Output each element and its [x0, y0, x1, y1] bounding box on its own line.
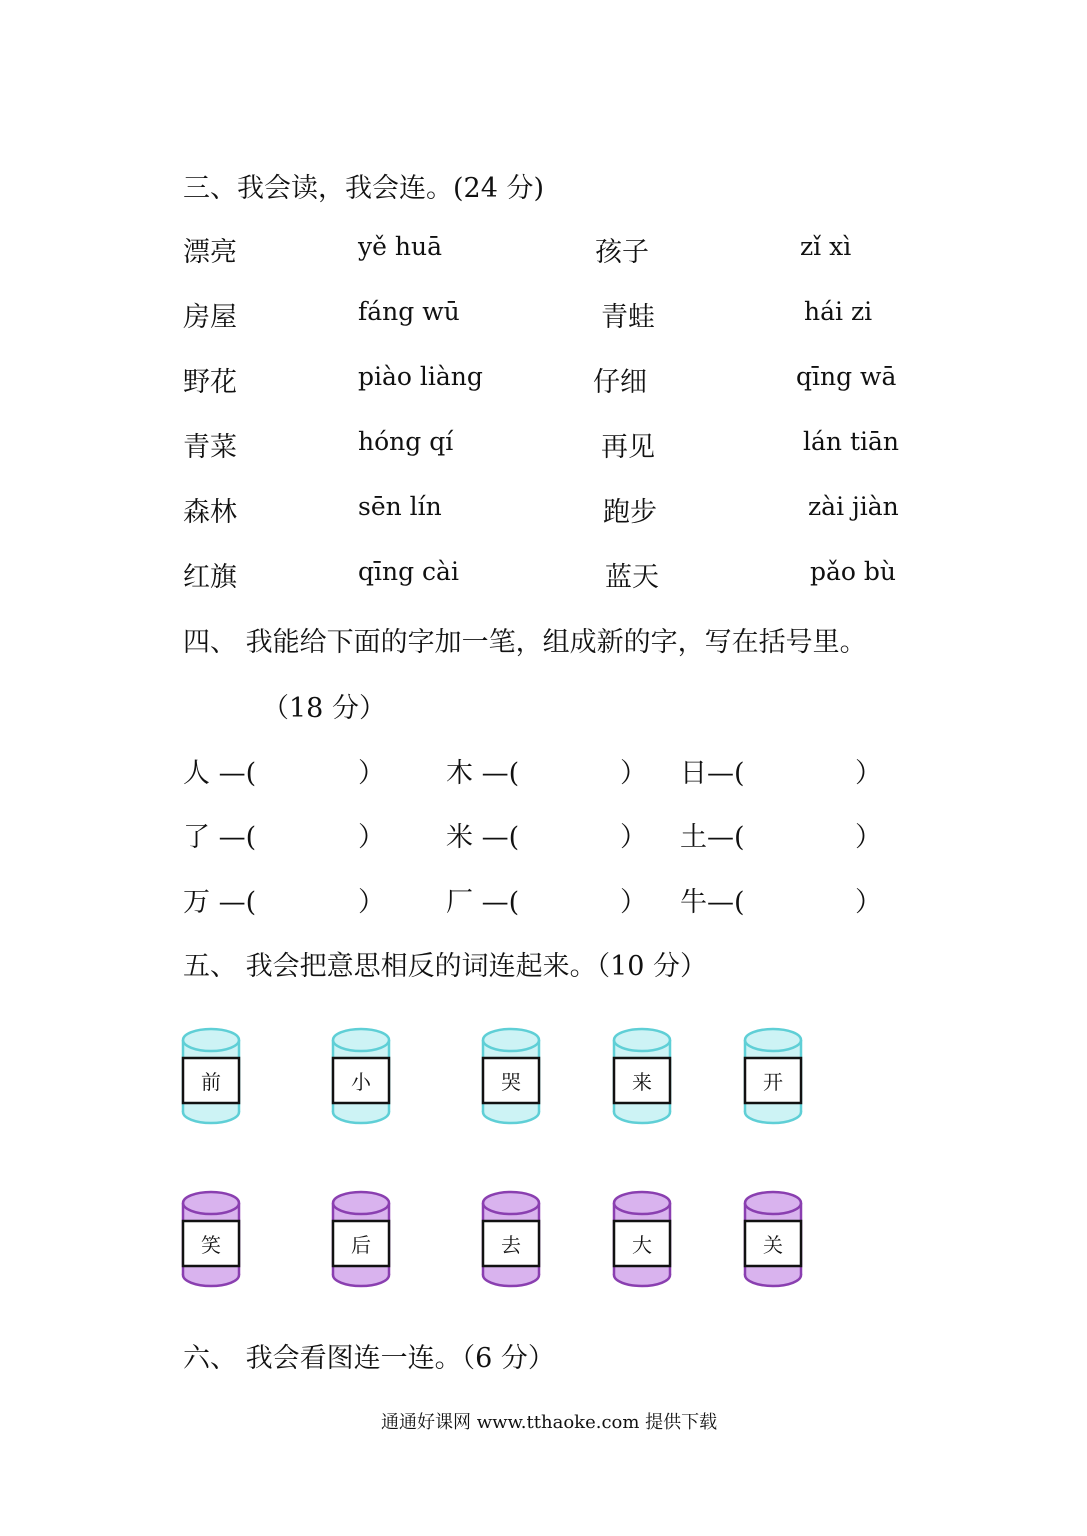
word-item: 青菜: [183, 432, 237, 463]
can-word: 笑: [201, 1232, 221, 1257]
section4-score: （18 分）: [262, 693, 386, 724]
bottom-word-can: [612, 1189, 672, 1289]
can-word: 小: [351, 1069, 371, 1094]
pinyin-item: lán tiān: [803, 427, 899, 456]
pinyin-item: sēn lín: [358, 492, 442, 521]
word-item: 再见: [601, 432, 655, 463]
section4-title: 四、 我能给下面的字加一笔，组成新的字，写在括号里。: [183, 627, 867, 658]
pinyin-item: hái zi: [804, 297, 873, 326]
word-item: 仔细: [593, 367, 647, 398]
add-stroke-item: 厂 —(: [446, 887, 520, 918]
top-word-can: [612, 1026, 672, 1126]
word-item: 跑步: [603, 497, 657, 528]
pinyin-item: zài jiàn: [808, 492, 899, 521]
pinyin-item: fáng wū: [358, 297, 460, 326]
top-word-can: [181, 1026, 241, 1126]
can-word: 关: [763, 1232, 783, 1257]
bottom-word-can: [331, 1189, 391, 1289]
footer-text: 通通好课网 www.tthaoke.com 提供下载: [381, 1412, 718, 1433]
close-paren: ）: [358, 758, 385, 789]
add-stroke-item: 人 —(: [183, 758, 257, 789]
close-paren: ）: [855, 758, 882, 789]
close-paren: ）: [855, 822, 882, 853]
add-stroke-item: 牛—(: [680, 887, 745, 918]
section6-title: 六、 我会看图连一连。（6 分）: [183, 1343, 555, 1374]
can-word: 开: [763, 1069, 783, 1094]
top-word-can: [743, 1026, 803, 1126]
add-stroke-item: 日—(: [680, 758, 745, 789]
add-stroke-item: 木 —(: [446, 758, 520, 789]
add-stroke-item: 了 —(: [183, 822, 257, 853]
can-word: 去: [501, 1232, 521, 1257]
add-stroke-item: 米 —(: [446, 822, 520, 853]
can-word: 来: [632, 1069, 652, 1094]
close-paren: ）: [855, 887, 882, 918]
close-paren: ）: [358, 887, 385, 918]
pinyin-item: yě huā: [358, 232, 442, 261]
pinyin-item: hóng qí: [358, 427, 454, 456]
can-word: 哭: [501, 1069, 521, 1094]
bottom-word-can: [743, 1189, 803, 1289]
close-paren: ）: [358, 822, 385, 853]
word-item: 蓝天: [605, 562, 659, 593]
bottom-word-can: [481, 1189, 541, 1289]
add-stroke-item: 万 —(: [183, 887, 257, 918]
top-word-can: [481, 1026, 541, 1126]
add-stroke-item: 土—(: [680, 822, 745, 853]
word-item: 红旗: [183, 562, 237, 593]
section5-title: 五、 我会把意思相反的词连起来。（10 分）: [183, 951, 708, 982]
close-paren: ）: [620, 758, 647, 789]
word-item: 房屋: [183, 302, 237, 333]
word-item: 漂亮: [183, 237, 237, 268]
pinyin-item: piào liàng: [358, 362, 483, 391]
pinyin-item: qīng wā: [796, 362, 897, 391]
word-item: 野花: [183, 367, 237, 398]
can-word: 大: [632, 1232, 652, 1257]
word-item: 孩子: [595, 237, 649, 268]
word-item: 森林: [183, 497, 237, 528]
pinyin-item: qīng cài: [358, 557, 459, 586]
pinyin-item: zǐ xì: [800, 232, 852, 261]
top-word-can: [331, 1026, 391, 1126]
close-paren: ）: [620, 822, 647, 853]
can-word: 后: [351, 1232, 371, 1257]
bottom-word-can: [181, 1189, 241, 1289]
word-item: 青蛙: [601, 302, 655, 333]
section3-title: 三、我会读，我会连。(24 分): [183, 173, 545, 204]
close-paren: ）: [620, 887, 647, 918]
can-word: 前: [201, 1069, 221, 1094]
pinyin-item: pǎo bù: [810, 557, 897, 586]
